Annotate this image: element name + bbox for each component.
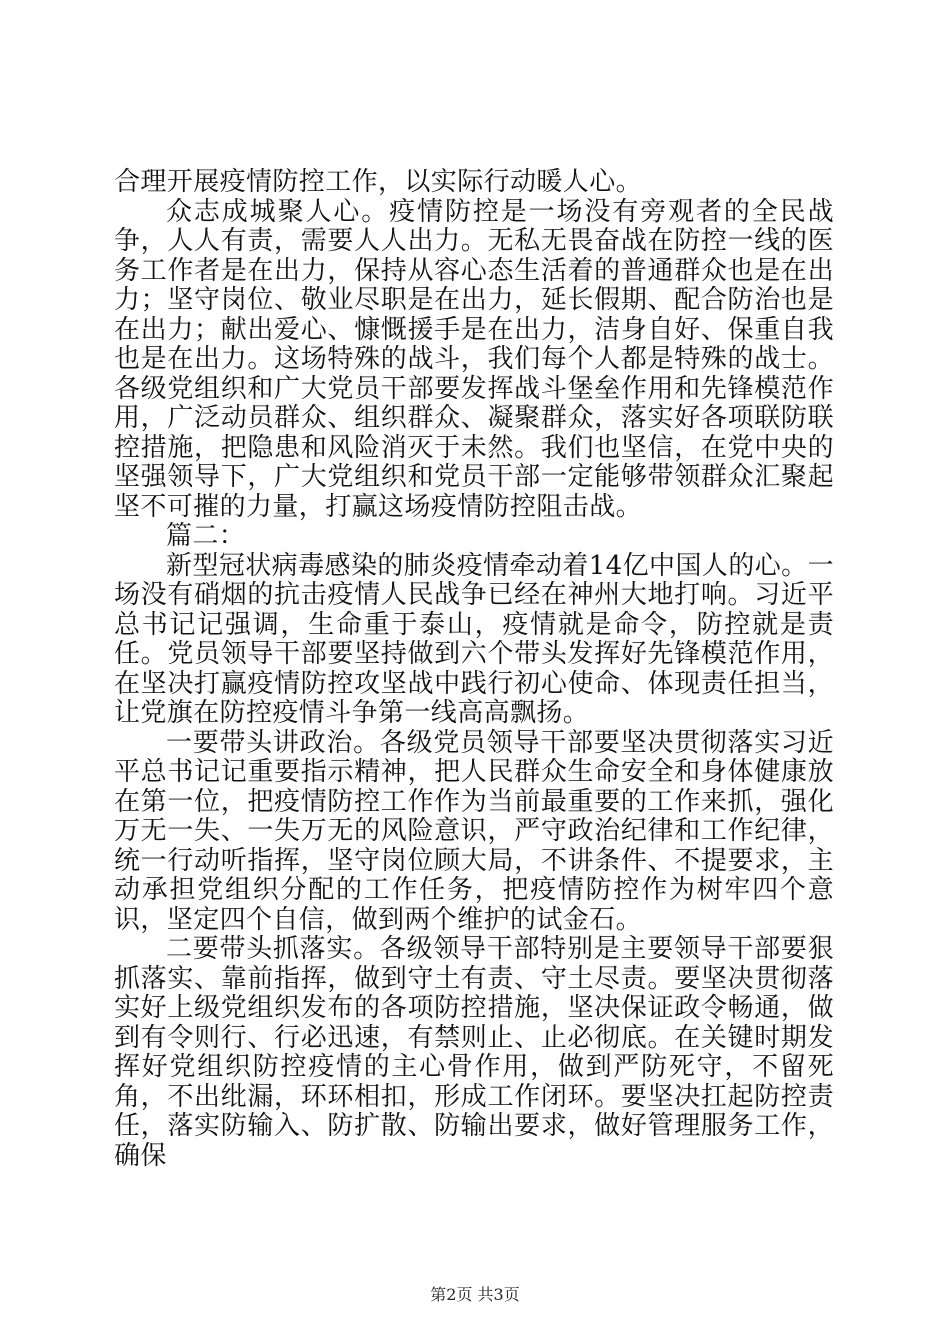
paragraph-6: 二要带头抓落实。各级领导干部特别是主要领导干部要狠抓落实、靠前指挥，做到守土有责、守土尽责。要坚决贯彻落实好上级党组织发布的各项防控措施，坚决保证政令畅通，做到有令则行、行必迅速，有禁则止、止必彻底。在关键时期发挥好党组织防控疫情的主心骨作用，做到严防死守，不留死角，不出纰漏，环环相扣，形成工作闭环。要坚决扛起防控责任，落实防输入、防扩散、防输出要求，做好管理服务工作，确保	[114, 934, 834, 1171]
document-body	[114, 168, 834, 1171]
paragraph-2: 众志成城聚人心。疫情防控是一场没有旁观者的全民战争，人人有责，需要人人出力。无私无畏奋战在防控一线的医务工作者是在出力，保持从容心态生活着的普通群众也是在出力；坚守岗位、敬业尽职是在出力，延长假期、配合防治也是在出力；献出爱心、慷慨援手是在出力，洁身自好、保重自我也是在出力。这场特殊的战斗，我们每个人都是特殊的战士。各级党组织和广大党员干部要发挥战斗堡垒作用和先锋模范作用，广泛动员群众、组织群众、凝聚群众，落实好各项联防联控措施，把隐患和风险消灭于未然。我们也坚信，在党中央的坚强领导下，广大党组织和党员干部一定能够带领群众汇聚起坚不可摧的力量，打赢这场疫情防控阻击战。	[114, 196, 834, 522]
section-heading: 篇二：	[166, 521, 246, 551]
paragraph-4: 新型冠状病毒感染的肺炎疫情牵动着14亿中国人的心。一场没有硝烟的抗击疫情人民战争已经在神州大地打响。习近平总书记记强调，生命重于泰山，疫情就是命令，防控就是责任。党员领导干部要坚持做到六个带头发挥好先锋模范作用，在坚决打赢疫情防控攻坚战中践行初心使命、体现责任担当，让党旗在防控疫情斗争第一线高高飘扬。	[114, 550, 834, 728]
page-number-footer: 第2页 共3页	[430, 1285, 520, 1304]
paragraph-1: 合理开展疫情防控工作，以实际行动暖人心。	[114, 167, 643, 197]
paragraph-5: 一要带头讲政治。各级党员领导干部要坚决贯彻落实习近平总书记记重要指示精神，把人民群众生命安全和身体健康放在第一位，把疫情防控工作作为当前最重要的工作来抓，强化万无一失、一失万无的风险意识，严守政治纪律和工作纪律，统一行动听指挥，坚守岗位顾大局，不讲条件、不提要求，主动承担党组织分配的工作任务，把疫情防控作为树牢四个意识，坚定四个自信，做到两个维护的试金石。	[114, 727, 834, 935]
